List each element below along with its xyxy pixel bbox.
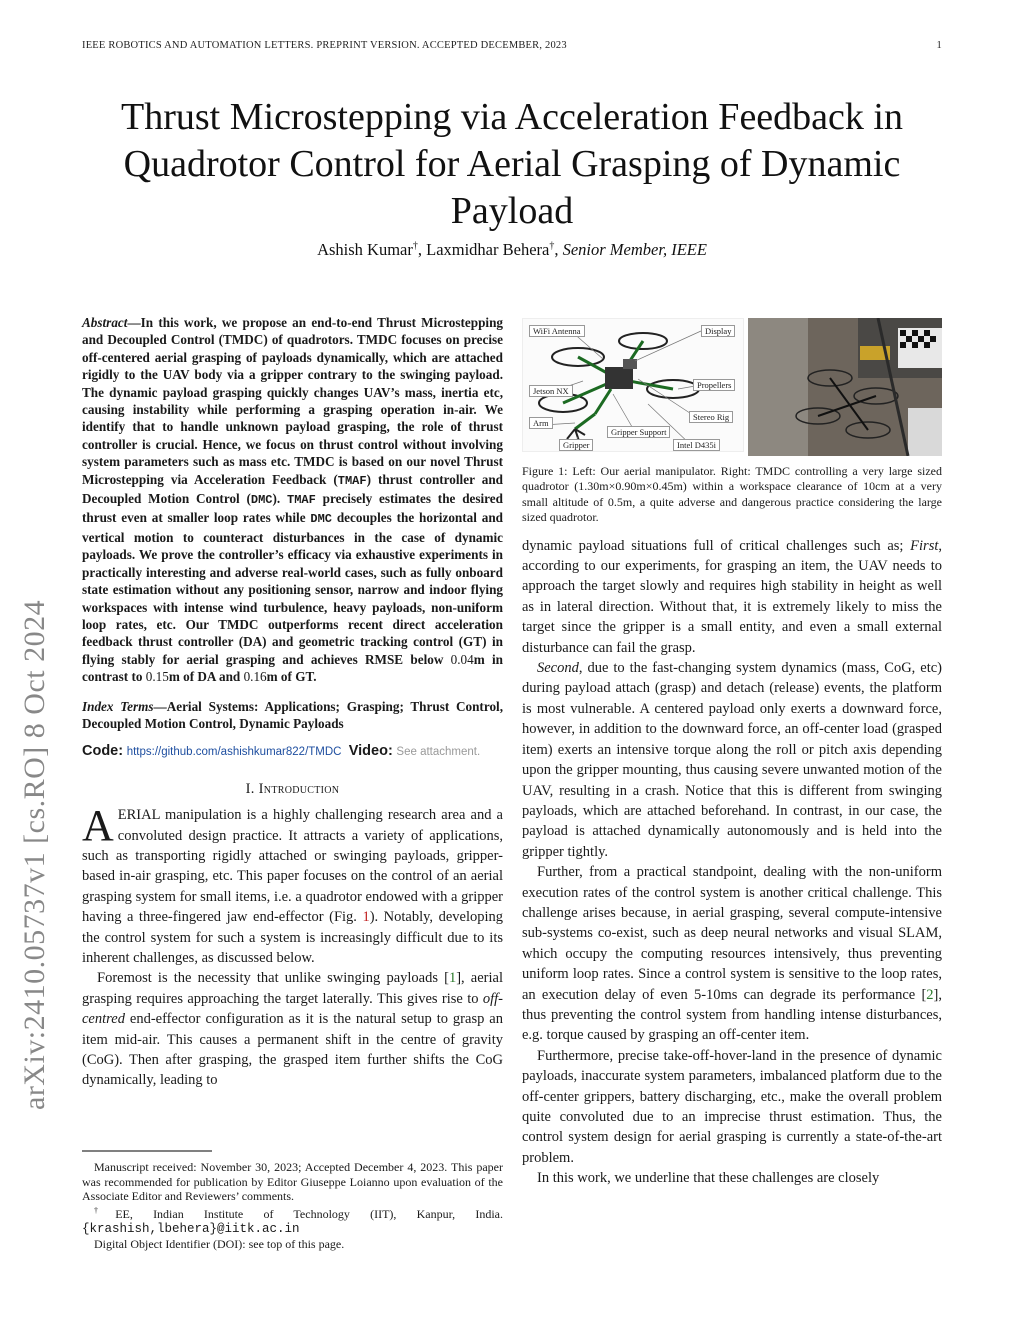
label-jetson: Jetson NX [529, 385, 573, 397]
body-paragraph [522, 658, 942, 862]
section-heading [82, 779, 503, 799]
paragraph-text: ], thus preventing the control system from handling intense disturbances, e.g. torque caused by grasping an off-center item. [522, 986, 942, 1044]
abstract-text: ) thrust controller and Decoupled Motion Control ( [82, 471, 503, 507]
code-label: Code: [82, 743, 124, 760]
affiliation-mark: † [549, 240, 555, 252]
citation-link[interactable]: 2 [926, 986, 934, 1003]
citation-link[interactable]: 1 [448, 970, 457, 987]
footnote: Manuscript received: November 30, 2023; Accepted December 4, 2023. This paper was recommended for publication by Editor Giuseppe Loianno upon evaluation of the Associate Editor and Reviewers’ comments. [82, 1160, 503, 1204]
abstract-code: DMC [250, 493, 273, 508]
label-arm: Arm [529, 417, 553, 429]
abstract [82, 314, 503, 686]
video-link[interactable]: See attachment. [396, 746, 481, 759]
arxiv-stamp: arXiv:2410.05737v1 [cs.RO] 8 Oct 2024 [18, 599, 51, 1110]
abstract-text: m in contrast to [82, 651, 503, 685]
label-wifi-antenna: WiFi Antenna [529, 325, 585, 337]
body-paragraph: Furthermore, precise take-off-hover-land in the presence of dynamic payloads, inaccurate system parameters, imbalanced platform due to the off-center grippers, battery discharging, etc., make the overall problem quite convoluted due to an imprecise thrust estimation. Thus, the control system design for aerial grasping is currently a state-of-the-art problem. [522, 1047, 942, 1166]
author-membership: Senior Member, IEEE [562, 240, 707, 259]
abstract-code: TMAF [337, 473, 367, 488]
resource-links [82, 741, 503, 762]
intro-paragraph [82, 801, 504, 968]
index-terms [82, 698, 503, 733]
label-gripper-support: Gripper Support [607, 426, 670, 438]
left-column [82, 314, 503, 1091]
figure-caption: Figure 1: Left: Our aerial manipulator. Right: TMDC controlling a very large sized quadrotor (1.30m×0.90m×0.45m) within a workspace clearance of 10cm at a very small altitude of 0.5m, a quite adverse and dangerous practice considering the large sized quadrotor. [522, 464, 942, 525]
footnote-email: {krashish,lbehera}@iitk.ac.in [82, 1222, 300, 1237]
label-intel-camera: Intel D435i [673, 439, 720, 451]
running-head [82, 40, 942, 51]
footnote: Digital Object Identifier (DOI): see top of this page. [94, 1236, 345, 1251]
intro-paragraph [82, 968, 503, 1090]
emphasis-text: off-centred [82, 990, 503, 1028]
abstract-number: 0.15 [145, 669, 169, 685]
footnote-text: EE, Indian Institute of Technology (IIT), Kanpur, India. [115, 1206, 503, 1221]
index-terms-text: Aerial Systems: Applications; Grasping; Thrust Control, Decoupled Motion Control, Dynamic Payloads [82, 698, 503, 731]
abstract-code: TMAF [287, 493, 316, 508]
paragraph-text: ], aerial grasping requires approaching the target laterally. This gives rise to [82, 970, 504, 1007]
affiliation-mark: † [412, 240, 418, 252]
footnotes [82, 1160, 503, 1252]
index-terms-dash: — [153, 698, 167, 714]
paper-title: Thrust Microstepping via Acceleration Feedback in Quadrotor Control for Aerial Grasping of Dynamic Payload [121, 96, 903, 232]
paragraph-text: , according to our experiments, for grasping an item, the UAV needs to approach the target slowly and requires high stability in height as well as in lateral direction. Without that, it is extremely likely to miss the target since the gripper is a small entity, and even a small external disturbance can fail the grasp. [522, 537, 942, 656]
label-display: Display [701, 325, 735, 337]
paragraph-text: ERIAL manipulation is a highly challenging research area and a convoluted design practice. It attracts a variety of applications, such as transporting rigidly attached or swinging payloads, gripper-based in-air grasping, etc. This paper focuses on the control of an aerial grasping system for small items, i.e. a quadrotor endowed with a gripper having a three-fingered jaw end-effector (Fig. [82, 807, 503, 926]
label-propellers: Propellers [693, 379, 735, 391]
right-body [522, 536, 942, 1189]
abstract-text: ). [272, 491, 288, 507]
index-terms-lead: Index Terms [82, 698, 154, 714]
code-link[interactable]: https://github.com/ashishkumar822/TMDC [126, 746, 342, 759]
figure-1 [522, 314, 942, 454]
author-name: Laxmidhar Behera [426, 240, 550, 259]
label-gripper: Gripper [559, 439, 593, 451]
abstract-lead: Abstract [82, 315, 128, 330]
workspace-photo [748, 318, 942, 456]
body-paragraph: In this work, we underline that these challenges are closely [537, 1170, 880, 1187]
paragraph-text: , due to the fast-changing system dynamics (mass, CoG, etc) during payload attach (grasp) and detach (release) events, the platform is most vulnerable. A centered payload only exerts a downward force, however, in addition to the downward force, an off-center load (grasped item) exerts an intensive torque along the roll or pitch axis depending upon the gripper mounting, thus causing severe unwanted motion of the UAV, resulting in a crash. Notice that this is different from swinging payloads, which are attached beforehand. In contrast, in our case, the payload is attached dynamically autonomously and is held into the gripper tightly. [522, 660, 942, 860]
author-line [60, 240, 964, 260]
paragraph-text: Further, from a practical standpoint, dealing with the non-uniform execution rates of the control system is another critical challenge. This challenge arises because, in aerial grasping, several compute-intensive sub-systems co-exist, such as deep neural networks and visual SLAM, which occupy the computing resources intensively, thus preventing uniform loop rates. Since a control system is sensitive to the loop rates, an execution delay of even 5-10ms can degrade its performance [ [522, 864, 942, 1003]
abstract-text: m of DA and [168, 669, 244, 685]
author-separator: , [554, 240, 563, 259]
abstract-number: 0.16 [243, 669, 267, 685]
workspace-scene [748, 318, 942, 456]
abstract-text: m of GT. [266, 669, 317, 685]
figure-reference[interactable]: 1 [362, 909, 370, 926]
page-number: 1 [936, 40, 942, 51]
aerial-manipulator-photo [522, 318, 744, 452]
abstract-code: DMC [310, 512, 333, 527]
paragraph-text: end-effector configuration as it is the natural setup to grasp an item mid-air. This causes a permanent shift in the centre of gravity (CoG). Then after grasping, the grasped item further shifts the CoG dynamically, leading to [82, 1011, 503, 1089]
body-paragraph [522, 536, 942, 658]
paragraph-text: dynamic payload situations full of critical challenges such as; [522, 537, 911, 554]
abstract-dash: — [127, 315, 141, 330]
body-paragraph [522, 862, 942, 1046]
abstract-text: precisely estimates the desired thrust even at smaller loop rates while [82, 491, 503, 526]
footnote [82, 1204, 503, 1237]
emphasis-text: First [910, 537, 939, 554]
right-column [522, 314, 942, 1189]
footnote-rule [82, 1150, 503, 1152]
drop-cap: A [82, 801, 114, 851]
section-title: Introduction [258, 780, 340, 797]
author-name: Ashish Kumar [317, 240, 413, 259]
journal-header: IEEE ROBOTICS AND AUTOMATION LETTERS. PREPRINT VERSION. ACCEPTED DECEMBER, 2023 [82, 40, 567, 51]
label-stereo-rig: Stereo Rig [689, 411, 733, 423]
paragraph-text: ). Notably, developing the control system for such a system is increasingly difficult due to its inherent challenges, as discussed below. [82, 909, 504, 966]
section-number: I. [245, 780, 255, 797]
author-separator: , [417, 240, 427, 259]
footnote-mark: † [94, 1205, 116, 1215]
abstract-text: In this work, we propose an end-to-end Thrust Microstepping and Decoupled Control (TMDC) of quadrotors. TMDC focuses on precise off-centered aerial grasping of payloads dynamically, which are attached rigidly to the UAV body via a gripper contrary to the swinging payload. The dynamic payload grasping quickly changes UAV’s mass, inertia etc, causing instability while performing a grasping operation in-air. We identify that to handle unknown payload grasping, the role of thrust controller is crucial. Hence, we focus on thrust control without involving system parameters such as mass etc. TMDC is based on our novel Thrust Microstepping via Acceleration Feedback ( [82, 315, 503, 487]
paragraph-text: Foremost is the necessity that unlike swinging payloads [ [97, 970, 449, 987]
video-label: Video: [348, 743, 393, 760]
abstract-number: 0.04 [450, 651, 474, 667]
emphasis-text: Second [537, 660, 579, 677]
abstract-text: decouples the horizontal and vertical motion to counteract disturbances in the case of dynamic payloads. We prove the controller’s efficacy via exhaustive experiments in practically interesting and adverse real-world cases, such as fully onboard state estimation without any positioning sensor, narrow and indoor flying workspaces with intense wind turbulence, heavy payloads, non-uniform loop rates, etc. Our TMDC outperforms recent direct acceleration feedback thrust controller (DA) and geometric tracking control (GT) in flying stably for aerial grasping and achieves RMSE below [82, 510, 503, 667]
